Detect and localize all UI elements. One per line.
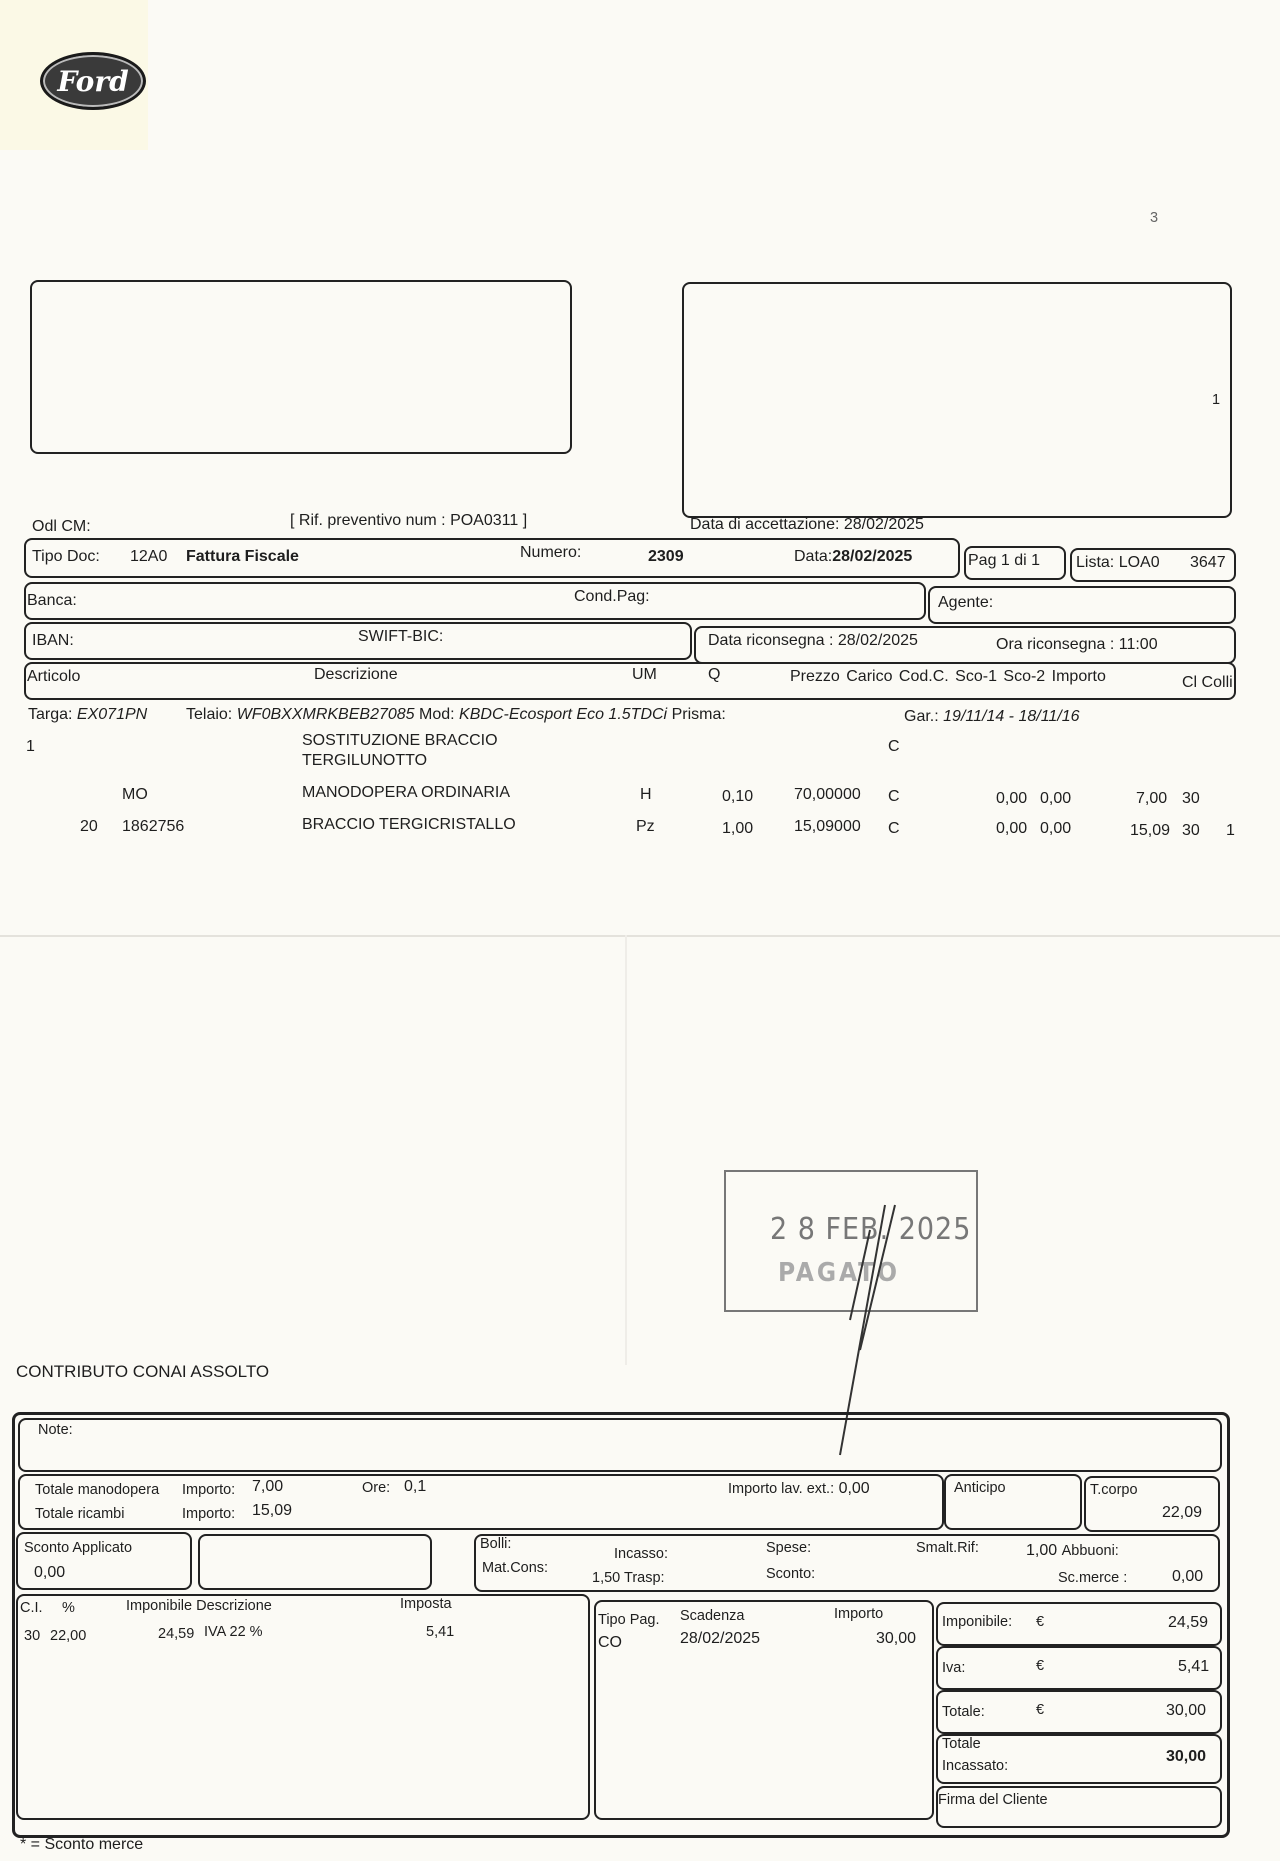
ore-label: Ore: (362, 1480, 391, 1496)
firma-label: Firma del Cliente (938, 1792, 1048, 1808)
targa-label: Targa: (28, 706, 73, 723)
col-q: Q (708, 666, 721, 683)
row-carico: C (888, 788, 900, 805)
row-sco1: 0,00 (996, 820, 1028, 837)
note-label: Note: (38, 1422, 73, 1438)
iva-descrizione: IVA 22 % (204, 1624, 263, 1640)
iban-label: IBAN: (32, 632, 74, 649)
rif-preventivo: [ Rif. preventivo num : POA0311 ] (290, 512, 528, 529)
iva-col-perc: % (62, 1600, 75, 1616)
row-colli: 1 (1226, 822, 1235, 839)
numero-label: Numero: (520, 544, 582, 561)
row-carico: C (888, 820, 900, 837)
recipient-box-marker: 1 (1212, 392, 1221, 408)
data-riconsegna-value: 28/02/2025 (837, 632, 918, 649)
data-riconsegna-label: Data riconsegna : (708, 632, 834, 649)
importo-lav-ext (728, 1480, 870, 1498)
iva-value: 5,41 (1178, 1658, 1210, 1675)
payment-importo-label: Importo (834, 1606, 884, 1622)
sconto-applicato-label: Sconto Applicato (24, 1540, 133, 1556)
stamp-text: PAGATO (778, 1258, 900, 1288)
group-num: 1 (26, 738, 35, 755)
col-prezzo-importo: Prezzo Carico Cod.C. Sco-1 Sco-2 Importo (790, 668, 1106, 685)
garanzia (904, 708, 1080, 726)
tot-ricambi-value: 15,09 (252, 1502, 293, 1519)
row-importo: 15,09 (1130, 822, 1171, 839)
tipo-pag-label: Tipo Pag. (598, 1612, 660, 1628)
tipo-pag-value: CO (598, 1634, 622, 1651)
sconto-label: Sconto: (766, 1566, 816, 1582)
trasp-label: Trasp: (624, 1570, 665, 1586)
vehicle-line (28, 706, 147, 724)
importo-label: Importo: (182, 1506, 236, 1522)
mod-label: Mod: (419, 706, 455, 723)
smalt-rif-value: 1,00 (1026, 1542, 1058, 1559)
smalt-rif (1026, 1542, 1119, 1560)
mat-cons-label: Mat.Cons: (482, 1560, 549, 1576)
incasso-label: Incasso: (614, 1546, 668, 1562)
col-cl-colli: Cl Colli (1182, 674, 1233, 691)
spese-label: Spese: (766, 1540, 812, 1556)
row-prezzo: 15,09000 (794, 818, 861, 835)
mod-value: KBDC-Ecosport Eco 1.5TDCi (459, 706, 668, 723)
row-num: 20 (80, 818, 98, 835)
anticipo-label: Anticipo (954, 1480, 1006, 1496)
row-sco2: 0,00 (1040, 820, 1072, 837)
scadenza-value: 28/02/2025 (680, 1630, 761, 1647)
importo-label: Importo: (182, 1482, 236, 1498)
swift-label: SWIFT-BIC: (358, 628, 444, 645)
group-carico: C (888, 738, 900, 755)
row-descrizione: MANODOPERA ORDINARIA (302, 784, 511, 801)
banca-box (24, 582, 926, 620)
numero-value: 2309 (648, 548, 684, 565)
tot-ricambi-label: Totale ricambi (35, 1506, 125, 1522)
row-sco1: 0,00 (996, 790, 1028, 807)
row-articolo: 1862756 (122, 818, 185, 835)
row-cl: 30 (1182, 822, 1200, 839)
row-sco2: 0,00 (1040, 790, 1072, 807)
incassato-label-2: Incassato: (942, 1758, 1009, 1774)
odl-label: Odl CM: (32, 518, 91, 535)
incassato-value: 30,00 (1166, 1748, 1207, 1765)
tipo-doc-name: Fattura Fiscale (186, 548, 299, 565)
tipo-doc-label: Tipo Doc: (32, 548, 100, 565)
totale-label: Totale: (942, 1704, 985, 1720)
row-q: 0,10 (722, 788, 754, 805)
incassato-label-1: Totale (942, 1736, 981, 1752)
col-articolo: Articolo (27, 668, 81, 685)
sc-merce-label: Sc.merce : (1058, 1570, 1128, 1586)
sc-merce-value: 0,00 (1172, 1568, 1204, 1585)
payment-importo-value: 30,00 (876, 1630, 917, 1647)
tipo-doc-code: 12A0 (130, 548, 168, 565)
ford-logo: Ford (40, 52, 146, 110)
iva-imponibile: 24,59 (158, 1626, 195, 1642)
data-accettazione-label: Data di accettazione: (690, 516, 840, 533)
data-doc (794, 548, 912, 566)
group-descr-1: SOSTITUZIONE BRACCIO (302, 732, 498, 749)
abbuoni-label: Abbuoni: (1061, 1543, 1119, 1559)
conai-note: CONTRIBUTO CONAI ASSOLTO (16, 1362, 270, 1381)
currency: € (1036, 1658, 1045, 1674)
ore-value: 0,1 (404, 1478, 427, 1495)
prisma-label: Prisma: (671, 706, 726, 723)
row-cl: 30 (1182, 790, 1200, 807)
row-articolo: MO (122, 786, 148, 803)
data-riconsegna (708, 632, 918, 650)
data-doc-value: 28/02/2025 (832, 548, 913, 565)
telaio-value: WF0BXXMRKBEB27085 (236, 706, 415, 723)
mat-cons-amount: 1,50 (592, 1570, 621, 1586)
row-prezzo: 70,00000 (794, 786, 861, 803)
importo-lav-ext-value: 0,00 (838, 1480, 870, 1497)
lista-num: 3647 (1190, 554, 1226, 571)
totale-value: 30,00 (1166, 1702, 1207, 1719)
cond-pag-label: Cond.Pag: (574, 588, 650, 605)
bolli-label: Bolli: (480, 1536, 512, 1552)
iva-box (16, 1594, 590, 1820)
ora-riconsegna-label: Ora riconsegna : (996, 636, 1115, 653)
note-box (18, 1418, 1222, 1472)
row-um: Pz (636, 818, 655, 835)
telaio-label: Telaio: (186, 706, 233, 723)
iva-imposta: 5,41 (426, 1624, 455, 1640)
ora-riconsegna-value: 11:00 (1118, 636, 1158, 653)
row-descrizione: BRACCIO TERGICRISTALLO (302, 816, 516, 833)
iva-perc: 22,00 (50, 1628, 87, 1644)
data-accettazione (690, 516, 924, 534)
paper-fold (625, 935, 627, 1365)
tot-manodopera-value: 7,00 (252, 1478, 284, 1495)
recipient-address-box (682, 282, 1232, 518)
currency: € (1036, 1614, 1045, 1630)
tcorpo-value: 22,09 (1162, 1504, 1203, 1521)
imponibile-value: 24,59 (1168, 1614, 1209, 1631)
lista-label: Lista: LOA0 (1076, 554, 1160, 571)
group-descr-2: TERGILUNOTTO (302, 752, 428, 769)
garanzia-value: 19/11/14 - 18/11/16 (943, 708, 1080, 725)
row-um: H (640, 786, 652, 803)
garanzia-label: Gar.: (904, 708, 939, 725)
smalt-rif-label: Smalt.Rif: (916, 1540, 979, 1556)
page-marker: 3 (1150, 210, 1159, 226)
col-um: UM (632, 666, 657, 683)
targa-value: EX071PN (76, 706, 148, 723)
data-doc-label: Data: (794, 548, 833, 565)
iva-label: Iva: (942, 1660, 966, 1676)
telaio (186, 706, 726, 724)
pagina: Pag 1 di 1 (968, 552, 1041, 569)
tot-manodopera-label: Totale manodopera (35, 1482, 160, 1498)
iva-col-ci: C.I. (20, 1600, 43, 1616)
scadenza-label: Scadenza (680, 1608, 745, 1624)
iva-ci: 30 (24, 1628, 41, 1644)
empty-box (198, 1534, 432, 1590)
importo-lav-ext-label: Importo lav. ext.: (728, 1481, 835, 1497)
data-accettazione-value: 28/02/2025 (843, 516, 924, 533)
mat-cons-value (592, 1570, 665, 1586)
sconto-applicato-value: 0,00 (34, 1564, 66, 1581)
banca-label: Banca: (27, 592, 77, 609)
row-q: 1,00 (722, 820, 754, 837)
customer-address-box (30, 280, 572, 454)
col-descrizione: Descrizione (314, 666, 398, 683)
tcorpo-label: T.corpo (1090, 1482, 1138, 1498)
ora-riconsegna (996, 636, 1158, 654)
currency: € (1036, 1702, 1045, 1718)
paper-fold (0, 935, 1280, 937)
iva-col-imposta: Imposta (400, 1596, 452, 1612)
legend-sconto-merce: * = Sconto merce (20, 1836, 144, 1853)
stamp-date: 2 8 FEB. 2025 (770, 1212, 972, 1247)
agente-label: Agente: (938, 594, 994, 611)
imponibile-label: Imponibile: (942, 1614, 1013, 1630)
iva-col-imponibile: Imponibile Descrizione (126, 1598, 272, 1614)
row-importo: 7,00 (1136, 790, 1168, 807)
